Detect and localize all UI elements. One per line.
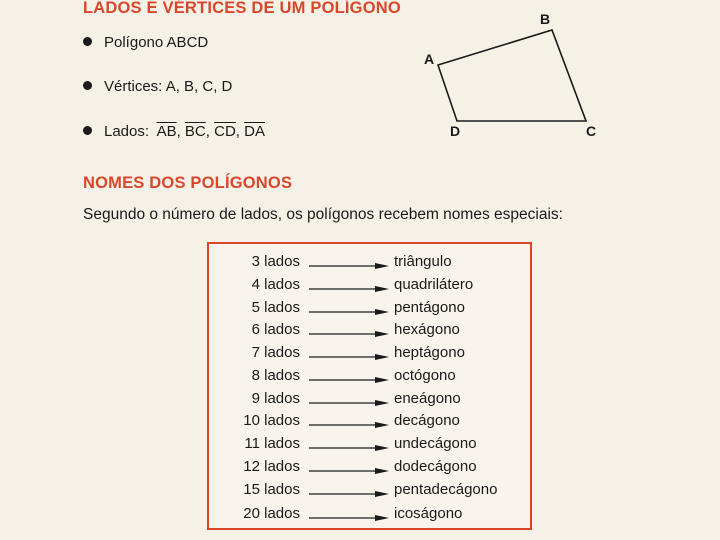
side-bc: $\overline{BC}$ [184,123,206,140]
vertex-label-c: C [586,123,597,139]
table-row [209,276,530,298]
arrow-right-icon [309,445,389,451]
arrow-right-icon [309,400,389,406]
section-heading-sides-vertices: LADOS E VÉRTICES DE UM POLÍGONO [83,0,401,17]
side-count: 3 lados [251,253,300,270]
intro-text: Segundo o número de lados, os polígonos recebem nomes especiais: [83,206,563,223]
polygon-name: pentágono [394,299,465,316]
arrow-right-icon [309,377,389,383]
table-row [209,367,530,389]
table-row [209,321,530,343]
table-row [209,344,530,366]
side-count: 7 lados [251,344,300,361]
arrow-right-icon [309,263,389,269]
arrow-right-icon [309,354,389,360]
polygon-name: octógono [394,367,456,384]
bullet-sides-label: Lados: [104,123,150,140]
vertex-label-b: B [540,11,551,27]
table-row [209,505,530,527]
section-heading-polygon-names: NOMES DOS POLÍGONOS [83,174,293,192]
side-count: 20 lados [243,505,300,522]
side-count: 11 lados [244,435,300,452]
side-count: 15 lados [243,481,300,498]
table-row [209,412,530,434]
polygon-name: heptágono [394,344,465,361]
side-cd: $\overline{CD}$ [214,123,236,140]
side-count: 9 lados [251,390,300,407]
side-count: 12 lados [243,458,300,475]
table-row [209,481,530,503]
arrow-right-icon [309,515,389,521]
bullet-polygon-text: Polígono ABCD [104,34,209,51]
polygon-shape [438,30,586,121]
polygon-name: pentadecágono [394,481,498,498]
side-count: 10 lados [243,412,300,429]
vertex-label-d: D [450,123,461,139]
polygon-name: quadrilátero [394,276,474,293]
arrow-right-icon [309,309,389,315]
polygon-name: undecágono [394,435,477,452]
side-count: 6 lados [251,321,300,338]
polygon-name: eneágono [394,390,461,407]
table-row [209,253,530,275]
table-row [209,299,530,321]
bullet-sides: Lados: $\overline{AB}$, $\overline{BC}$, $\overline{CD}$, $\overline{DA}$ [83,123,265,140]
polygon-name: triângulo [394,253,452,270]
table-row [209,390,530,412]
side-count: 8 lados [251,367,300,384]
table-row [209,458,530,480]
arrow-right-icon [309,422,389,428]
table-row [209,435,530,457]
polygon-names-table [207,242,532,530]
arrow-right-icon [309,286,389,292]
arrow-right-icon [309,331,389,337]
arrow-right-icon [309,491,389,497]
polygon-name: dodecágono [394,458,477,475]
arrow-right-icon [309,468,389,474]
side-ab: $\overline{AB}$ [156,123,177,140]
side-count: 4 lados [251,276,300,293]
polygon-abcd-diagram [0,0,720,170]
vertex-label-a: A [424,51,435,67]
polygon-name: hexágono [394,321,460,338]
polygon-name: decágono [394,412,460,429]
bullet-vertices-text: Vértices: A, B, C, D [104,78,233,95]
side-count: 5 lados [251,299,300,316]
side-da: $\overline{DA}$ [244,123,265,140]
polygon-name: icoságono [394,505,463,522]
